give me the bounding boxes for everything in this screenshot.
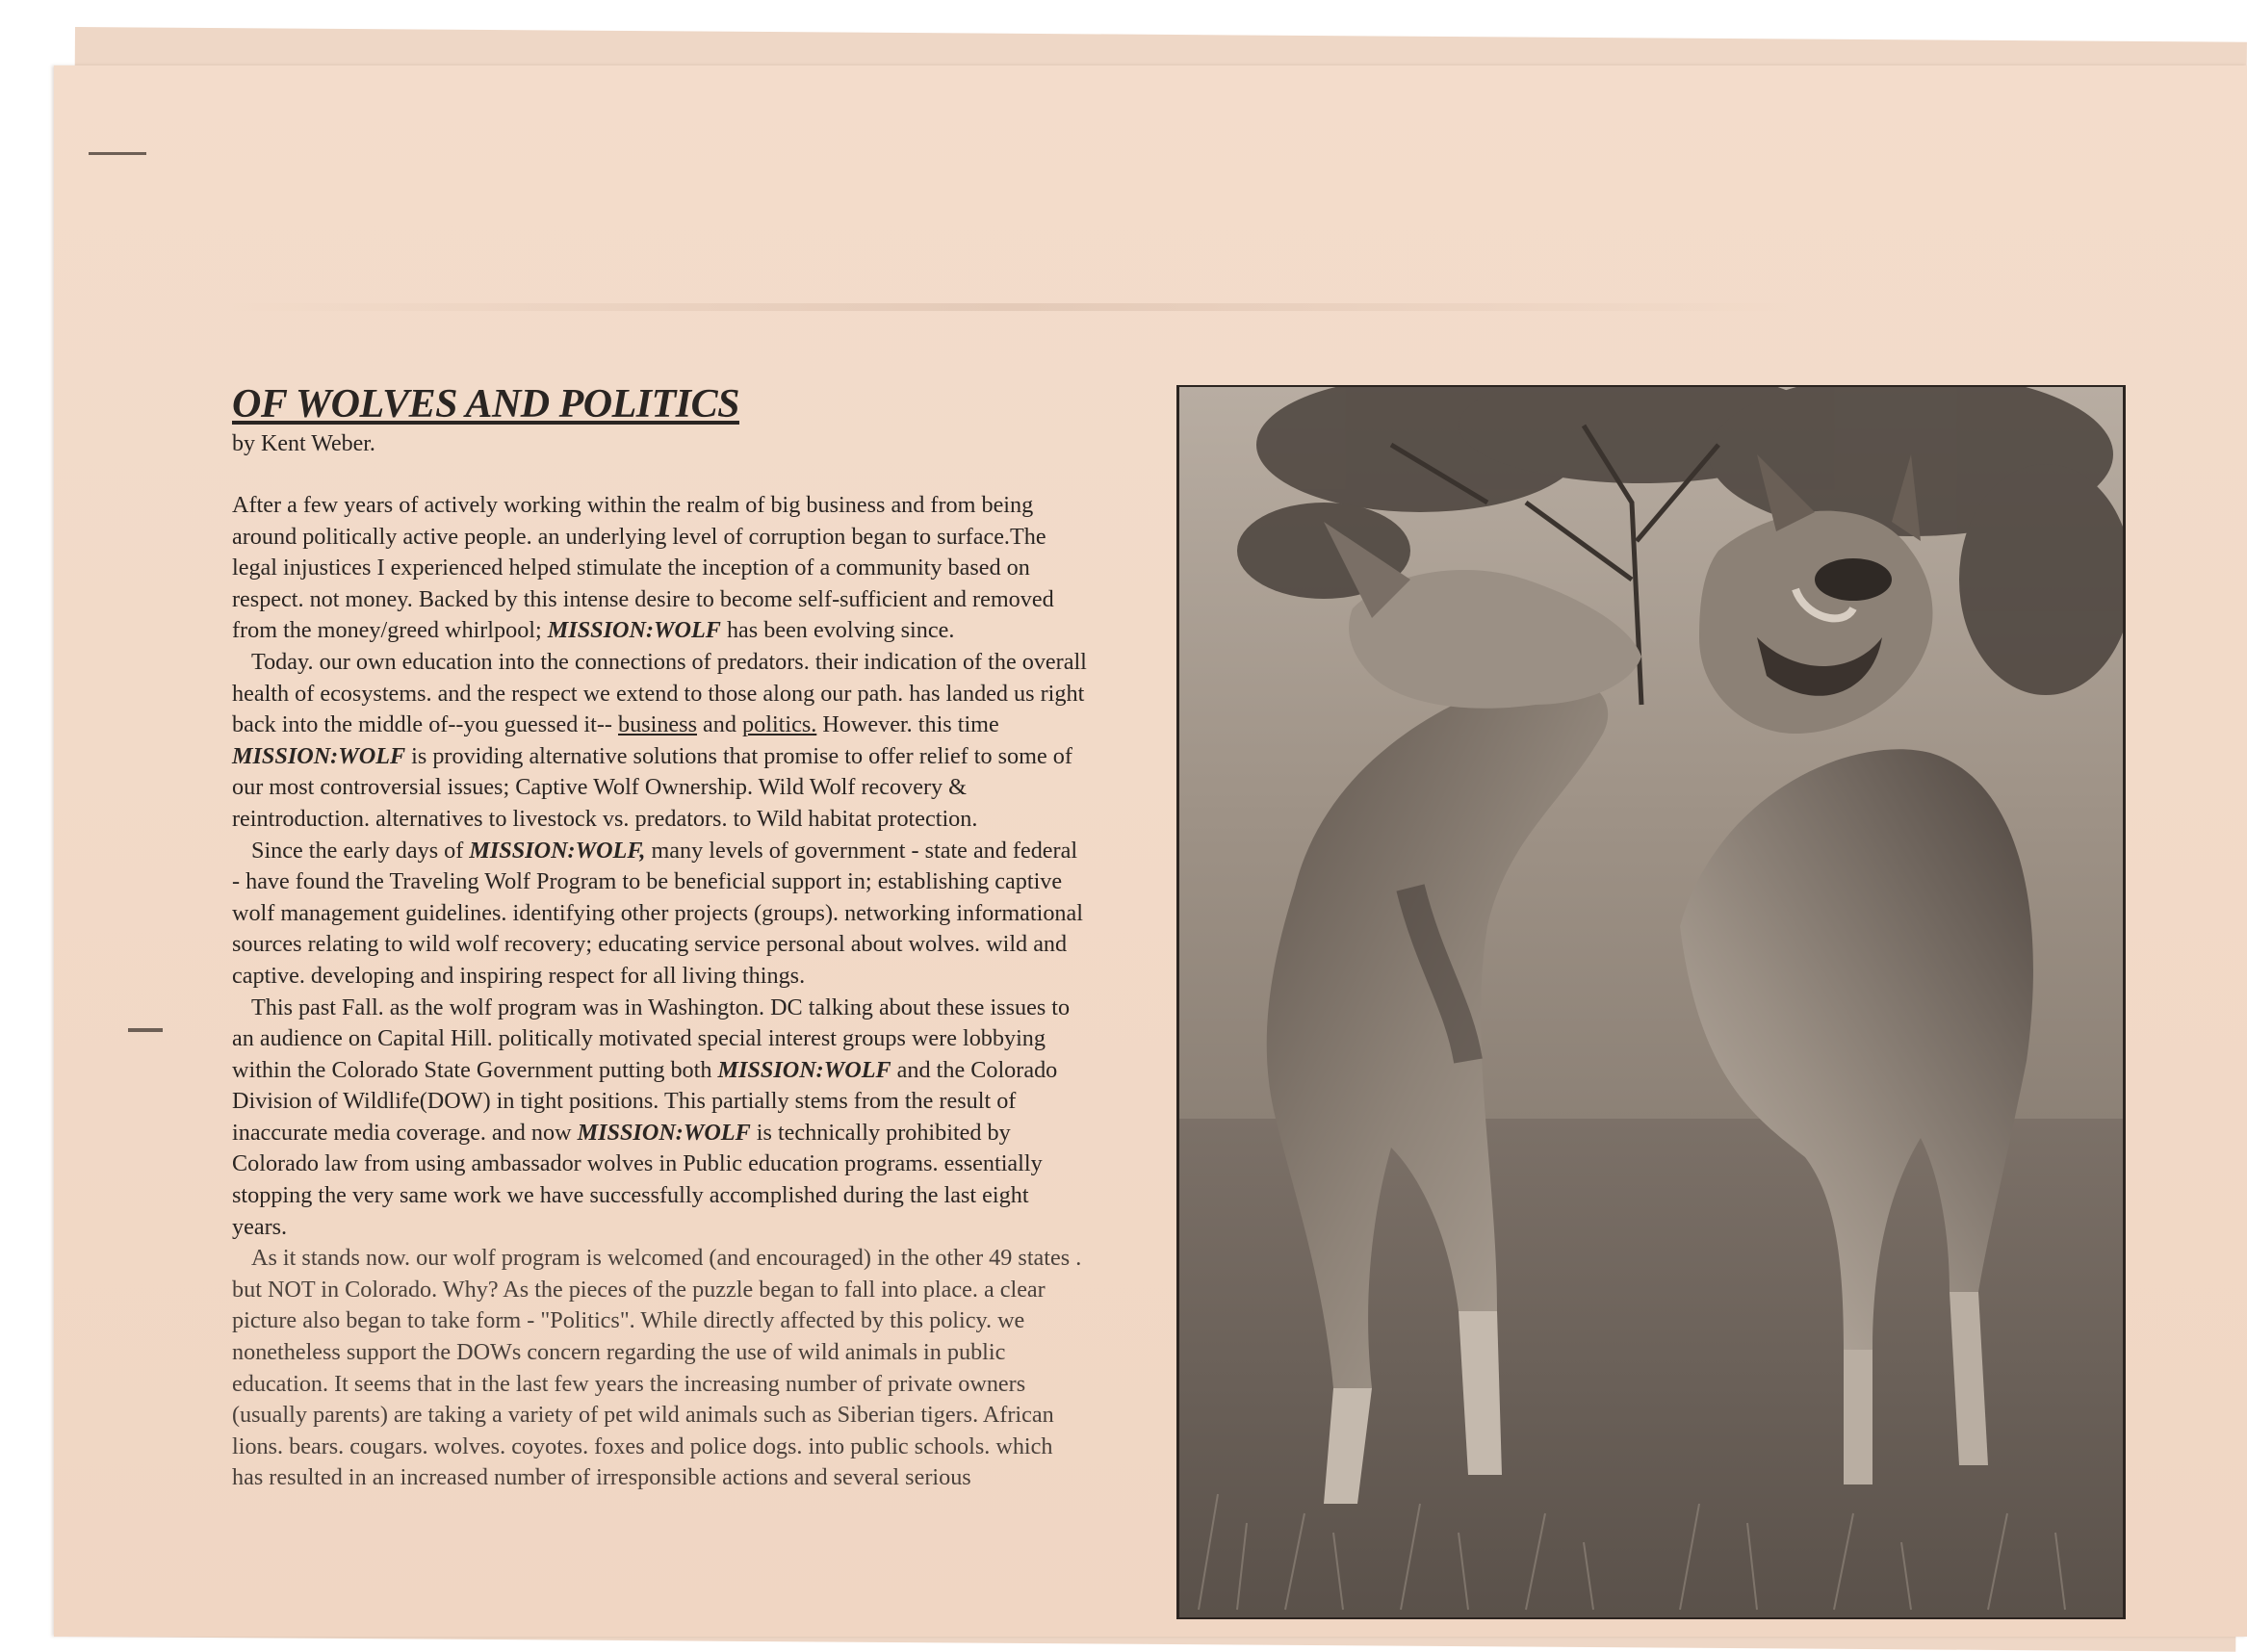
- org-name: MISSION:WOLF: [232, 742, 406, 769]
- org-name: MISSION:WOLF: [577, 1119, 751, 1146]
- paragraph-text: is providing alternative solutions that promise to offer relief to some of our most controversial issues; Captive Wolf Ownership. Wild Wolf recovery & reintroduction. alternatives to livestock vs. predators. to Wild habitat protection.: [232, 742, 1072, 832]
- article-body: [232, 490, 1089, 1494]
- paragraph-text: is technically prohibited by Colorado law from using ambassador wolves in Public education programs. essentially stopping the very same work we have successfully accomplished during the last eight years.: [232, 1119, 1043, 1240]
- paragraph-text: and: [697, 711, 743, 738]
- wolves-illustration: [1179, 387, 2123, 1617]
- org-name: MISSION:WOLF: [717, 1056, 891, 1083]
- wolves-photo: [1176, 385, 2126, 1619]
- paragraph-text: After a few years of actively working within the realm of big business and from being around politically active people. an underlying level of corruption began to surface.The legal injustices I experienced helped stimulate the inception of a community based on respect. not money. Backed by this intense desire to become self-sufficient and removed from the money/greed whirlpool;: [232, 492, 1054, 644]
- article-paragraph: [232, 993, 1089, 1244]
- underlined-text: politics.: [742, 711, 817, 738]
- paragraph-text: As it stands now. our wolf program is welcomed (and encouraged) in the other 49 states . but NOT in Colorado. Why? As the pieces of the puzzle began to fall into place. a clear picture also began to take form - "Politics". While directly affected by this policy. we nonetheless support the DOWs concern regarding the use of wild animals in public education. It seems that in the last few years the increasing number of private owners (usually parents) are taking a variety of pet wild animals such as Siberian tigers. African lions. bears. cougars. wolves. coyotes. foxes and police dogs. into public schools. which has resulted in an increased number of irresponsible actions and several serious: [232, 1245, 1082, 1491]
- paragraph-text: many levels of government - state and federal - have found the Traveling Wolf Program to be beneficial support in; establishing captive wolf management guidelines. identifying other projects (groups). networking informational sources relating to wild wolf recovery; educating service personal about wolves. wild and captive. developing and inspiring respect for all living things.: [232, 837, 1083, 989]
- paragraph-text: Today. our own education into the connections of predators. their indication of the overall health of ecosystems. and the respect we extend to those along our path. has landed us right back into the middle of--you guessed it--: [232, 648, 1087, 738]
- article-title: OF WOLVES AND POLITICS: [232, 382, 739, 426]
- article-byline: by Kent Weber.: [232, 431, 375, 456]
- paragraph-text: However. this time: [816, 711, 999, 738]
- org-name: MISSION:WOLF,: [469, 837, 646, 864]
- article: [232, 382, 1089, 1494]
- article-paragraph: [232, 836, 1089, 993]
- article-paragraph: [232, 490, 1089, 647]
- paragraph-text: Since the early days of: [251, 837, 470, 864]
- margin-mark: [89, 152, 146, 155]
- article-paragraph: [232, 647, 1089, 836]
- org-name: MISSION:WOLF: [547, 617, 721, 644]
- underlined-text: business: [618, 711, 697, 738]
- paragraph-text: and the Colorado Division of Wildlife(DOW) in tight positions. This partially stems from the result of inaccurate media coverage. and now: [232, 1056, 1058, 1146]
- paragraph-text: has been evolving since.: [720, 617, 955, 644]
- show-through-line: [221, 303, 1800, 311]
- paragraph-text: This past Fall. as the wolf program was in Washington. DC talking about these issues to an audience on Capital Hill. politically motivated special interest groups were lobbying within the Colorado State Government putting both: [232, 994, 1071, 1083]
- article-paragraph: [232, 1243, 1089, 1494]
- margin-mark: [128, 1028, 163, 1032]
